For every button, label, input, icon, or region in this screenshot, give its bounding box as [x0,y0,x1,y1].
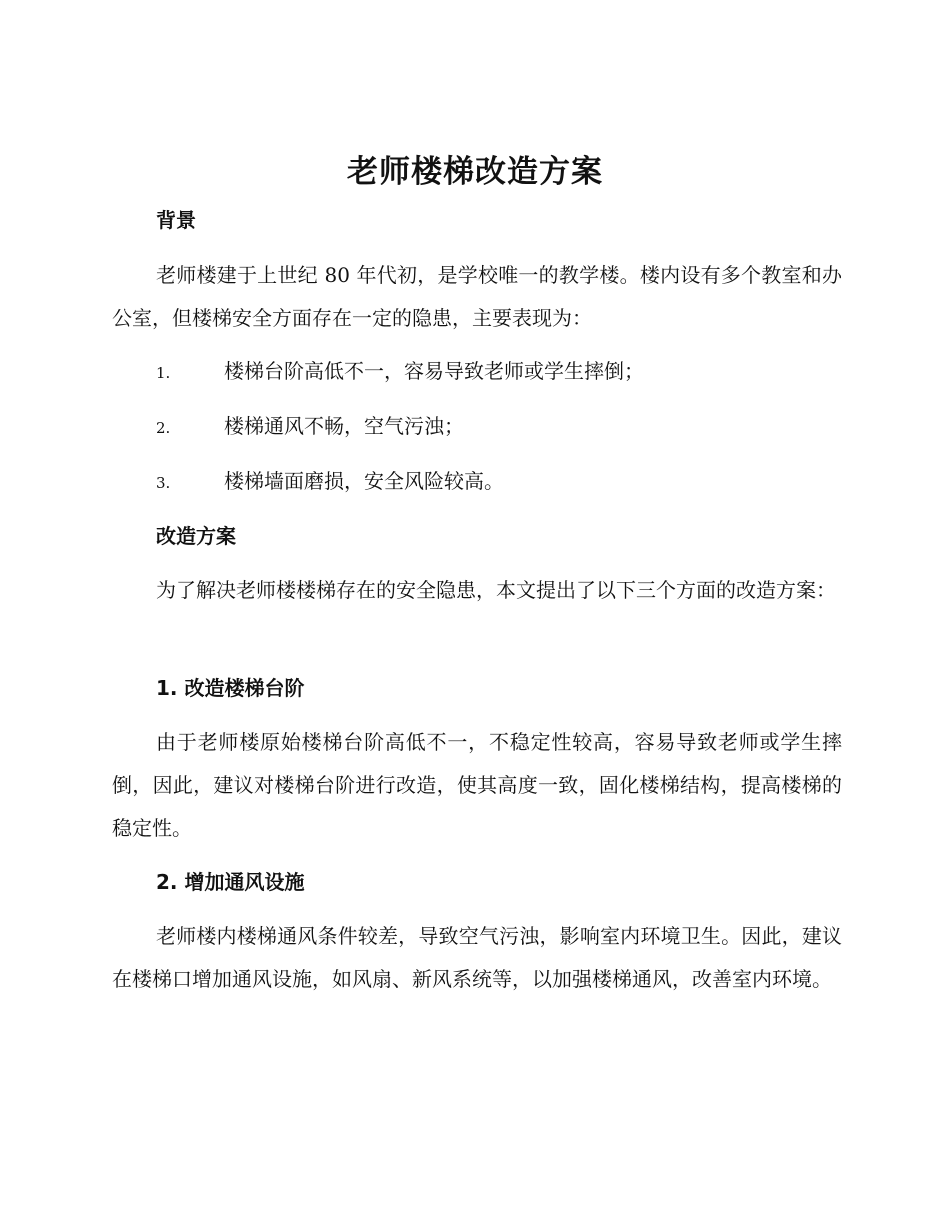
list-number: 1. [156,364,171,382]
section-heading-step2: 2. 增加通风设施 [156,870,305,894]
list-text: 楼梯通风不畅，空气污浊； [224,414,464,438]
section-heading-plan: 改造方案 [156,524,236,548]
list-number: 3. [156,474,171,492]
plan-paragraph: 为了解决老师楼楼梯存在的安全隐患，本文提出了以下三个方面的改造方案： [156,578,836,602]
list-text: 楼梯墙面磨损，安全风险较高。 [224,469,504,493]
document-title: 老师楼梯改造方案 [347,154,603,190]
section-heading-background: 背景 [156,208,196,232]
step1-paragraph: 由于老师楼原始楼梯台阶高低不一，不稳定性较高，容易导致老师或学生摔倒，因此，建议对楼梯台阶进行改造，使其高度一致，固化楼梯结构，提高楼梯的稳定性。 [112,730,842,840]
step2-paragraph: 老师楼内楼梯通风条件较差，导致空气污浊，影响室内环境卫生。因此，建议在楼梯口增加通风设施，如风扇、新风系统等，以加强楼梯通风，改善室内环境。 [112,924,842,991]
list-number: 2. [156,419,171,437]
list-text: 楼梯台阶高低不一，容易导致老师或学生摔倒； [224,359,644,383]
background-paragraph: 老师楼建于上世纪 80 年代初，是学校唯一的教学楼。楼内设有多个教室和办公室，但楼梯安全方面存在一定的隐患，主要表现为： [112,263,842,330]
section-heading-step1: 1. 改造楼梯台阶 [156,676,305,700]
